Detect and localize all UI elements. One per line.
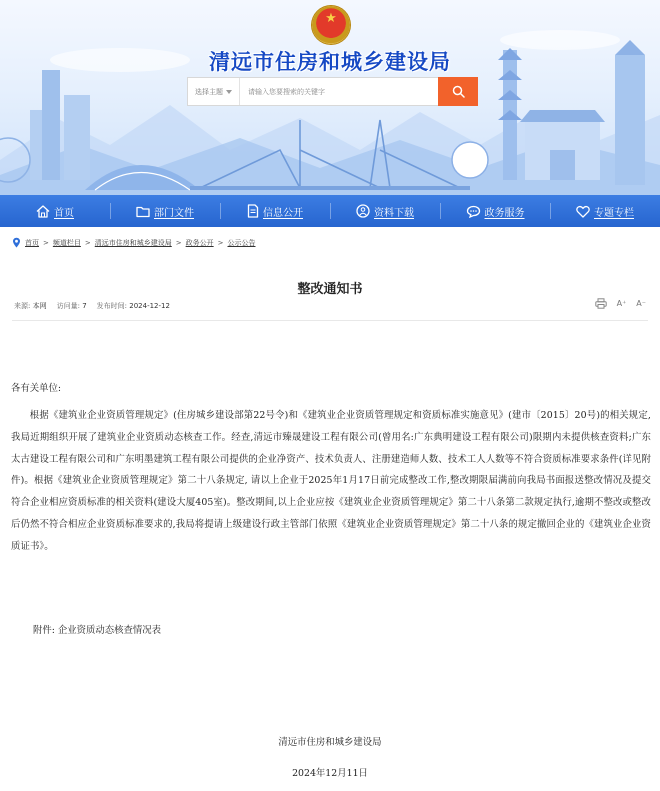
article-meta [14, 301, 170, 311]
document-icon [247, 204, 259, 218]
download-icon [356, 204, 370, 218]
salutation: 各有关单位: [11, 383, 62, 394]
site-title[interactable]: 清远市住房和城乡建设局 [209, 50, 451, 74]
signer: 清远市住房和城乡建设局 [278, 737, 382, 748]
nav-item-label: 首页 [54, 207, 74, 219]
breadcrumb [12, 237, 256, 248]
nav-item-label: 专题专栏 [594, 207, 634, 219]
meta-views [57, 301, 87, 311]
search-input[interactable] [240, 78, 438, 105]
print-icon[interactable] [595, 298, 607, 309]
font-smaller-button[interactable]: A⁻ [636, 299, 646, 308]
search-topic-select[interactable] [188, 78, 240, 105]
location-pin-icon [12, 237, 21, 248]
meta-date [97, 301, 170, 311]
font-larger-button[interactable]: A⁺ [616, 299, 627, 308]
breadcrumb-link-announcements[interactable]: 公示公告 [227, 238, 256, 247]
main-nav [0, 195, 660, 227]
breadcrumb-link-bureau[interactable]: 清远市住房和城乡建设局 [94, 238, 172, 247]
nav-item-department-files[interactable] [110, 195, 220, 227]
nav-item-special-topics[interactable] [550, 195, 660, 227]
nav-item-downloads[interactable] [330, 195, 440, 227]
breadcrumb-link-home[interactable]: 首页 [25, 238, 39, 247]
meta-source-value: 本网 [32, 302, 47, 310]
breadcrumb-separator: > [175, 238, 182, 247]
search-icon [452, 85, 465, 98]
folder-icon [136, 205, 150, 218]
search-topic-label: 选择主题 [195, 87, 223, 96]
meta-source [14, 301, 47, 311]
search-button[interactable] [438, 77, 478, 106]
home-icon [36, 205, 50, 218]
heart-icon [576, 205, 590, 218]
breadcrumb-link-gov-affairs[interactable]: 政务公开 [185, 238, 214, 247]
meta-date-value: 2024-12-12 [129, 302, 170, 310]
nav-item-label: 资料下载 [374, 207, 414, 219]
nav-item-label: 政务服务 [484, 207, 525, 219]
breadcrumb-separator: > [217, 238, 224, 247]
nav-item-label: 部门文件 [154, 207, 194, 219]
header-divider [12, 320, 648, 321]
meta-views-label: 访问量: [56, 302, 80, 310]
meta-source-label: 来源: [14, 302, 31, 310]
national-emblem [312, 6, 350, 44]
breadcrumb-link-channels[interactable]: 频道栏目 [52, 238, 81, 247]
breadcrumb-separator: > [84, 238, 91, 247]
chat-icon [466, 205, 481, 218]
meta-date-label: 发布时间: [96, 302, 128, 310]
body-paragraph: 根据《建筑业企业资质管理规定》(住房城乡建设部第22号令)和《建筑业企业资质管理规定和资质标准实施意见》(建市〔2015〕20号)的相关规定,我局近期组织开展了建筑业企业资质动态核查工作。经查,清远市臻晟建设工程有限公司(曾用名:广东典明建设工程有限公司)限期内未提供核查资料;广东太古建设工程有限公司和广东明墨建筑工程有限公司提供的企业净资产、技术负责人、注册建造师人数、技术工人人数等不符合资质标准要求条件(详见附件)。根据《建筑业企业资质管理规定》第二十八条规定, 请以上企业于2025年1月17日前完成整改工作,整改期限届满前向我局书面报送整改情况及提交符合企业相应资质标准的相关资料(建设大厦405室)。整改期间,以上企业应按《建筑业企业资质管理规定》第二十八条第二款规定执行,逾期不整改或整改后仍然不符合相应企业资质标准要求的,我局将提请上级建设行政主管部门依照《建筑业企业资质管理规定》第二十八条的规定撤回企业的《建筑业企业资质证书》。 [11, 410, 651, 552]
nav-item-gov-services[interactable] [440, 195, 550, 227]
nav-item-label: 信息公开 [263, 207, 303, 219]
breadcrumb-separator: > [43, 238, 49, 247]
nav-item-info-disclosure[interactable] [220, 195, 330, 227]
article-title: 整改通知书 [297, 282, 363, 297]
meta-views-value: 7 [82, 302, 87, 310]
sign-date: 2024年12月11日 [292, 768, 368, 779]
article-tools [595, 298, 646, 309]
chevron-down-icon [226, 90, 232, 94]
header-banner [0, 0, 660, 195]
nav-item-home[interactable] [0, 195, 110, 227]
attachment-line: 附件: 企业资质动态核查情况表 [33, 625, 162, 636]
search-box [187, 77, 478, 106]
